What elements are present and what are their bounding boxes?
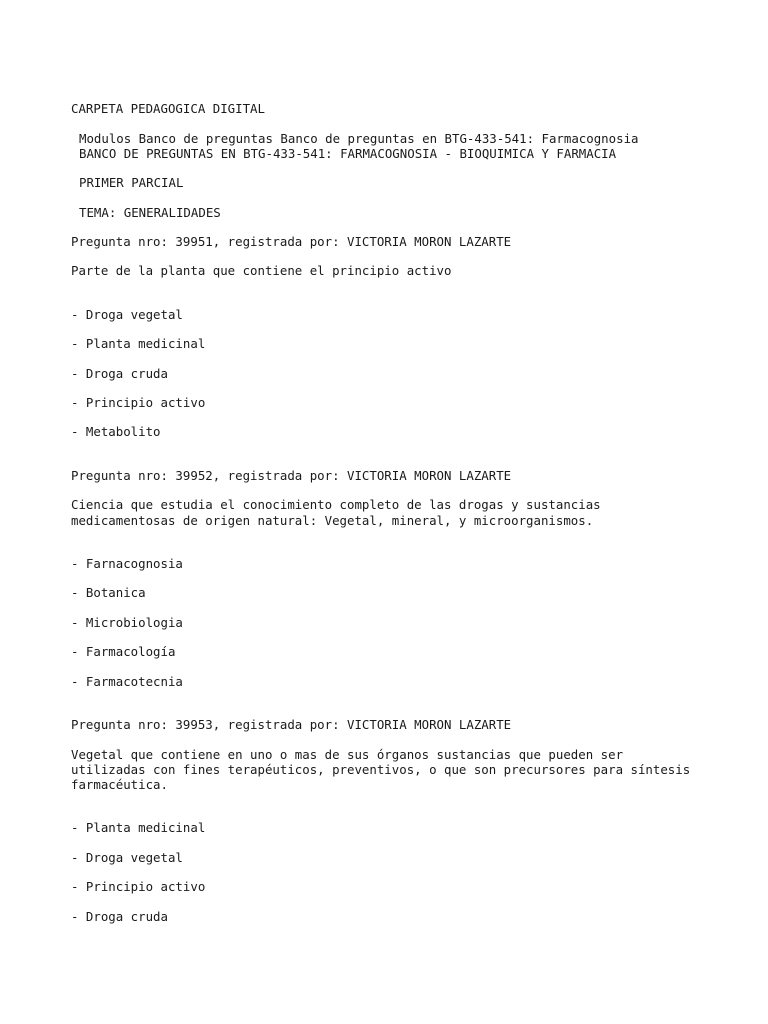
topic-heading: TEMA: GENERALIDADES xyxy=(79,205,221,220)
bank-title: BANCO DE PREGUNTAS EN BTG-433-541: FARMACOGNOSIA - BIOQUIMICA Y FARMACIA xyxy=(79,146,617,161)
answer-option: - Droga vegetal xyxy=(71,307,183,322)
question-text: medicamentosas de origen natural: Vegetal, mineral, y microorganismos. xyxy=(71,513,594,528)
answer-option: - Farmacología xyxy=(71,644,176,659)
answer-option: - Microbiologia xyxy=(71,615,183,630)
question-text: Ciencia que estudia el conocimiento completo de las drogas y sustancias xyxy=(71,497,601,512)
answer-option: - Principio activo xyxy=(71,395,206,410)
answer-option: - Droga vegetal xyxy=(71,850,183,865)
answer-option: - Planta medicinal xyxy=(71,820,206,835)
question-text: utilizadas con fines terapéuticos, preventivos, o que son precursores para síntesis xyxy=(71,762,691,777)
question-text: farmacéutica. xyxy=(71,777,168,792)
answer-option: - Botanica xyxy=(71,585,146,600)
answer-option: - Planta medicinal xyxy=(71,336,206,351)
question-meta: Pregunta nro: 39952, registrada por: VICTORIA MORON LAZARTE xyxy=(71,468,512,483)
answer-option: - Principio activo xyxy=(71,879,206,894)
answer-option: - Metabolito xyxy=(71,424,161,439)
question-text: Parte de la planta que contiene el principio activo xyxy=(71,263,452,278)
question-text: Vegetal que contiene en uno o mas de sus órganos sustancias que pueden ser xyxy=(71,747,624,762)
question-meta: Pregunta nro: 39953, registrada por: VICTORIA MORON LAZARTE xyxy=(71,717,512,732)
answer-option: - Droga cruda xyxy=(71,909,168,924)
answer-option: - Droga cruda xyxy=(71,366,168,381)
question-meta: Pregunta nro: 39951, registrada por: VICTORIA MORON LAZARTE xyxy=(71,234,512,249)
breadcrumb: Modulos Banco de preguntas Banco de preguntas en BTG-433-541: Farmacognosia xyxy=(79,131,639,146)
answer-option: - Farmacotecnia xyxy=(71,674,183,689)
page-title: CARPETA PEDAGOGICA DIGITAL xyxy=(71,101,265,116)
answer-option: - Farnacognosia xyxy=(71,556,183,571)
partial-heading: PRIMER PARCIAL xyxy=(79,175,184,190)
